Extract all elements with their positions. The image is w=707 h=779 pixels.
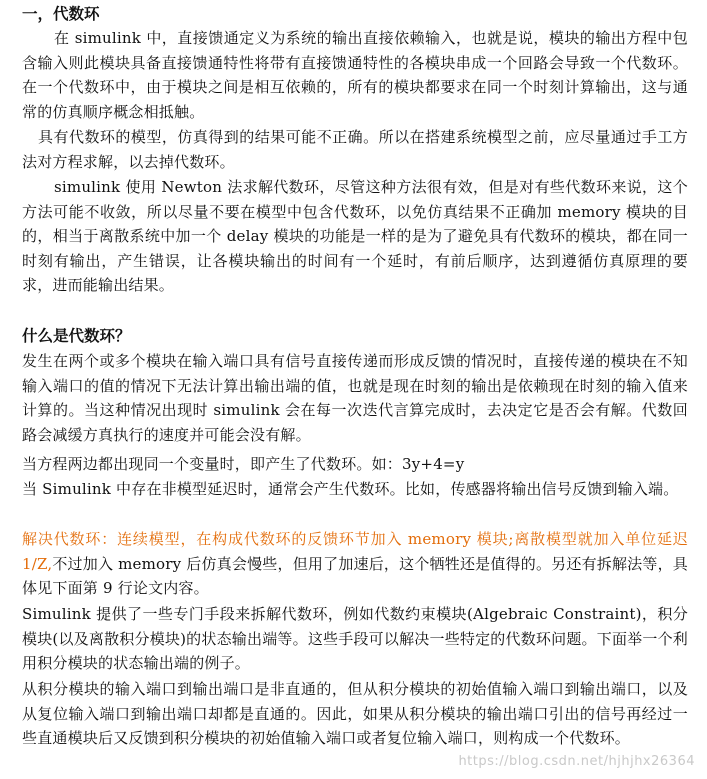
paragraph-nonmodel-delay: 当 Simulink 中存在非模型延迟时，通常会产生代数环。比如，传感器将输出信号反馈到输入端。: [22, 480, 679, 498]
section-title-what-is-algebraic-loop: 什么是代数环？: [22, 326, 131, 345]
paragraph-direct-feedthrough: 在 simulink 中，直接馈通定义为系统的输出直接依赖输入，也就是说，模块的输出方程中包含输入则此模块具备直接馈通特性将带有直接馈通特性的各模块串成一个回路会导致一个代数环。在一个代数环中，由于模块之间是相互依赖的，所有的模块都要求在同一个时刻计算输出，这与通常的仿真顺序概念相抵触。: [22, 29, 688, 121]
paragraph-definition: 发生在两个或多个模块在输入端口具有信号直接传递而形成反馈的情况时，直接传递的模块在不知输入端口的值的情况下无法计算出输出端的值，也就是现在时刻的输出是依赖现在时刻的输入值来计算的。当这种情况出现时 simulink 会在每一次迭代言算完成时，去决定它是否会有解。代数回路会减缓方真执行的速度并可能会没有解。: [22, 352, 688, 444]
paragraph-newton-method: simulink 使用 Newton 法求解代数环，尽管这种方法很有效，但是对有些代数环来说，这个方法可能不收敛，所以尽量不要在模型中包含代数环，以免仿真结果不正确加 memory 模块的目的，相当于离散系统中加一个 delay 模块的功能是一样的是为了避免具有代数环的模块，都在同一时刻有输出，产生错误，让各模块输出的时间有一个延时，有前后顺序，达到遵循仿真原理的要求，进而能输出结果。: [22, 178, 688, 295]
paragraph-integrator-example: 从积分模块的输入端口到输出端口是非直通的，但从积分模块的初始值输入端口到输出端口，以及从复位输入端口到输出端口却都是直通的。因此，如果从积分模块的输出端口引出的信号再经过一些直通模块后又反馈到积分模块的初始值输入端口或者复位输入端口，则构成一个代数环。: [22, 680, 688, 748]
paragraph-solution: [22, 527, 688, 601]
solution-rest-text: 不过加入 memory 后仿真会慢些，但用了加速后，这个牺牲还是值得的。另还有拆解法等，具体见下面第 9 行论文内容。: [22, 554, 688, 598]
paragraph-simulink-tools: Simulink 提供了一些专门手段来拆解代数环，例如代数约束模块(Algebraic Constraint)，积分模块(以及离散积分模块)的状态输出端等。这些手段可以解决一些特定的代数环问题。下面举一个利用积分模块的状态输出端的例子。: [22, 605, 688, 673]
solution-highlight-text: 解决代数环：连续模型，在构成代数环的反馈环节加入 memory 模块;离散模型就加入单位延迟 1/Z,: [22, 530, 688, 573]
paragraph-simulation-accuracy: 具有代数环的模型，仿真得到的结果可能不正确。所以在搭建系统模型之前，应尽量通过手工方法对方程求解，以去掉代数环。: [22, 128, 688, 171]
blog-watermark: https://blog.csdn.net/hjhjhx26364: [458, 754, 695, 769]
section-title-algebraic-loop: 一，代数环: [22, 4, 100, 23]
paragraph-equation-example: 当方程两边都出现同一个变量时，即产生了代数环。如：3y+4=y: [22, 455, 465, 473]
